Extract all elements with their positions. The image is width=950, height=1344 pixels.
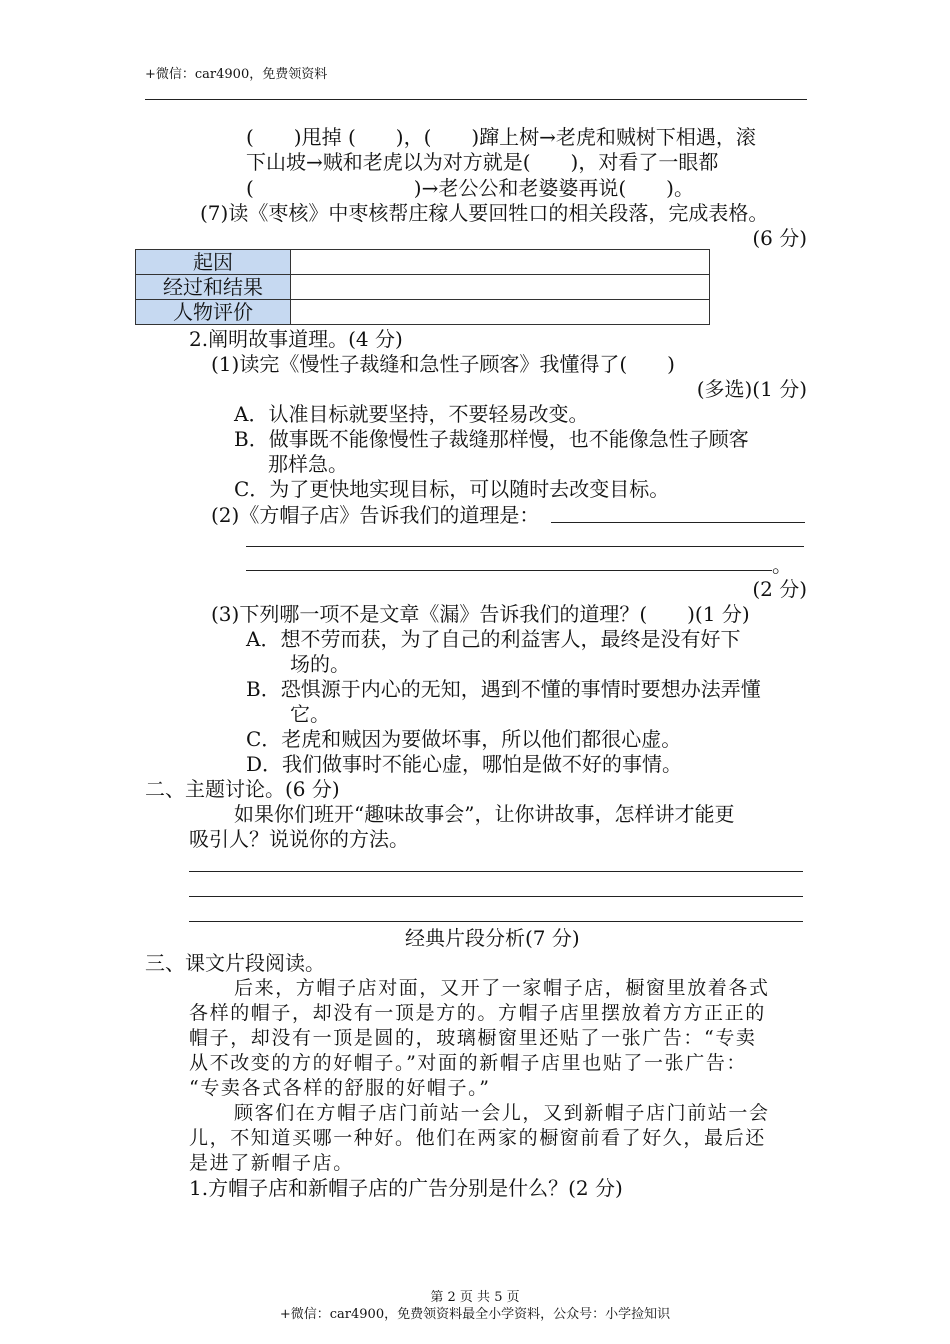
passage-line: 后来，方帽子店对面，又开了一家帽子店，橱窗里放着各式 <box>234 977 770 999</box>
q7-text: (7)读《枣核》中枣核帮庄稼人要回牲口的相关段落，完成表格。 <box>200 201 769 225</box>
q2-1-option-b: B．做事既不能像慢性子裁缝那样慢，也不能像急性子顾客 <box>234 427 749 451</box>
answer-line[interactable] <box>189 871 803 872</box>
q2-2-period: 。 <box>772 553 792 577</box>
section-heading: 经典片段分析(7 分) <box>405 926 580 950</box>
q2-1-score: (多选)(1 分) <box>696 377 807 401</box>
part2-prompt-cont: 吸引人？说说你的方法。 <box>189 827 409 851</box>
table-label: 人物评价 <box>136 300 291 325</box>
part2-title: 二、主题讨论。(6 分) <box>145 777 340 801</box>
table-label: 起因 <box>136 250 291 275</box>
section2-title: 2.阐明故事道理。(4 分) <box>189 327 403 351</box>
passage-line: 儿，不知道买哪一种好。他们在两家的橱窗前看了好久，最后还 <box>189 1127 766 1149</box>
q2-3-option-a-cont: 场的。 <box>290 652 350 676</box>
table-row <box>136 250 710 275</box>
q6-flow-line3: ( )→老公公和老婆婆再说( )。 <box>246 176 694 200</box>
part3-q1: 1.方帽子店和新帽子店的广告分别是什么？(2 分) <box>189 1176 623 1200</box>
answer-line[interactable] <box>189 921 803 922</box>
q2-3-option-d: D．我们做事时不能心虚，哪怕是做不好的事情。 <box>246 752 683 776</box>
footer-page: 第 2 页 共 5 页 <box>430 1290 520 1305</box>
footer-note: +微信：car4900，免费领资料最全小学资料，公众号：小学捡知识 <box>279 1307 671 1322</box>
part2-prompt: 如果你们班开“趣味故事会”，让你讲故事，怎样讲才能更 <box>234 802 735 826</box>
passage-line: 帽子，却没有一顶是圆的，玻璃橱窗里还贴了一张广告：“专卖 <box>189 1027 757 1049</box>
q2-2-score: (2 分) <box>752 577 807 601</box>
passage-line: “专卖各式各样的舒服的好帽子。” <box>189 1077 491 1099</box>
q2-3-option-a: A．想不劳而获，为了自己的利益害人，最终是没有好下 <box>246 627 741 651</box>
q6-flow-line2: 下山坡→贼和老虎以为对方就是( )，对看了一眼都 <box>246 150 719 174</box>
header-rule <box>145 99 807 100</box>
part3-title: 三、课文片段阅读。 <box>145 951 325 975</box>
q2-2-text: (2)《方帽子店》告诉我们的道理是： <box>211 503 540 527</box>
q2-3-option-b: B．恐惧源于内心的无知，遇到不懂的事情时要想办法弄懂 <box>246 677 761 701</box>
answer-table <box>135 249 710 325</box>
q2-1-text: (1)读完《慢性子裁缝和急性子顾客》我懂得了( ) <box>211 352 675 376</box>
q2-1-option-b-cont: 那样急。 <box>268 452 348 476</box>
answer-line[interactable] <box>551 522 805 523</box>
table-answer-cell[interactable] <box>291 300 710 325</box>
table-row <box>136 300 710 325</box>
answer-line[interactable] <box>246 570 772 571</box>
header-note: +微信：car4900，免费领资料 <box>145 67 328 82</box>
q7-score: (6 分) <box>752 226 807 250</box>
passage-line: 是进了新帽子店。 <box>189 1152 354 1174</box>
table-row <box>136 275 710 300</box>
q2-3-option-b-cont: 它。 <box>290 702 330 726</box>
table-answer-cell[interactable] <box>291 275 710 300</box>
passage-line: 各样的帽子，却没有一顶是方的。方帽子店里摆放着方方正正的 <box>189 1002 766 1024</box>
answer-line[interactable] <box>246 546 804 547</box>
q6-flow-line1: ( )甩掉 ( )，( )蹿上树→老虎和贼树下相遇，滚 <box>246 125 756 149</box>
q2-3-option-c: C．老虎和贼因为要做坏事，所以他们都很心虚。 <box>246 727 682 751</box>
q2-1-option-a: A．认准目标就要坚持，不要轻易改变。 <box>234 402 589 426</box>
q2-1-option-c: C．为了更快地实现目标，可以随时去改变目标。 <box>234 477 670 501</box>
q2-3-text: (3)下列哪一项不是文章《漏》告诉我们的道理？( )(1 分) <box>211 602 750 626</box>
answer-line[interactable] <box>189 896 803 897</box>
table-label: 经过和结果 <box>136 275 291 300</box>
table-answer-cell[interactable] <box>291 250 710 275</box>
passage-line: 从不改变的方的好帽子。”对面的新帽子店里也贴了一张广告： <box>189 1052 748 1074</box>
passage-line: 顾客们在方帽子店门前站一会儿，又到新帽子店门前站一会 <box>234 1102 770 1124</box>
